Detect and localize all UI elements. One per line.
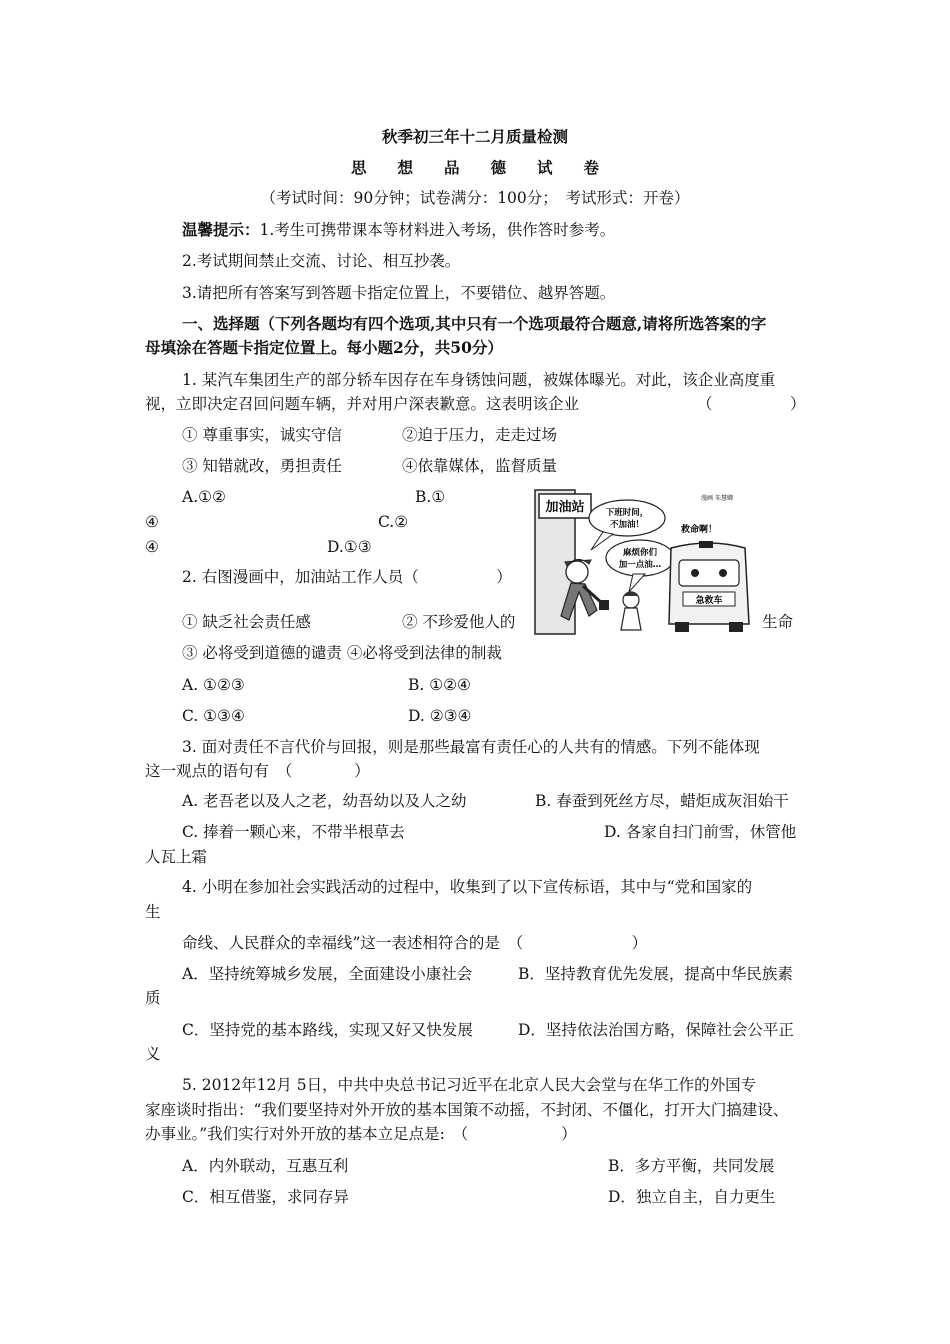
question-stem: 家座谈时指出：“我们要坚持对外开放的基本国策不动摇，不封闭、不僵化，打开大门搞建设、: [145, 1101, 789, 1119]
option-b: B. 春蚕到死丝方尽，蜡炬成灰泪始干: [535, 792, 789, 810]
option-a: A.①②: [182, 488, 226, 506]
statement: ① 缺乏社会责任感: [182, 613, 311, 631]
option-b-continued: 质: [145, 989, 161, 1007]
question-stem: 2. 右图漫画中，加油站工作人员（ ）: [182, 568, 512, 586]
speech-bubble-driver: [606, 540, 674, 576]
ambulance: [669, 541, 749, 632]
exam-title: 秋季初三年十二月质量检测: [381, 127, 568, 146]
station-sign-text: 加油站: [545, 500, 585, 515]
driver-figure: [621, 592, 641, 630]
question-stem: 生: [145, 903, 161, 921]
statement: ③ 必将受到道德的谴责 ④必将受到法律的制裁: [182, 644, 502, 662]
option-c: C. 捧着一颗心来，不带半根草去: [182, 823, 405, 841]
question-stem: 这一观点的语句有 （ ）: [145, 762, 370, 780]
statement: ④依靠媒体，监督质量: [402, 457, 558, 475]
question-stem: 视，立即决定召回问题车辆，并对用户深表歉意。这表明该企业: [145, 395, 580, 413]
option-b: B．坚持教育优先发展，提高中华民族素: [518, 965, 793, 983]
question-stem: 命线、人民群众的幸福线”这一表述相符合的是 （ ）: [182, 934, 648, 952]
bubble-driver-text: 加一点油…: [618, 560, 662, 570]
question-stem: 3. 面对责任不言代价与回报，则是那些最富有责任心的人共有的情感。下列不能体现: [182, 738, 760, 756]
statement-tail: 生命: [762, 613, 794, 631]
notice-item: 2.考试期间禁止交流、讨论、相互抄袭。: [182, 252, 461, 270]
option-d-continued: 人瓦上霜: [145, 848, 208, 866]
notice-item: 1.考生可携带课本等材料进入考场，供作答时参考。: [259, 221, 616, 239]
statement: ② 不珍爱他人的: [402, 613, 516, 631]
option-d: D．独立自主，自力更生: [608, 1188, 776, 1206]
notice-label: 温馨提示：: [182, 220, 260, 239]
section-heading: 一、选择题（下列各题均有四个选项,其中只有一个选项最符合题意,请将所选答案的字: [182, 314, 767, 333]
option-b: B.①: [415, 488, 446, 506]
cartoon-credit: 漫画 朱慧卿: [701, 495, 733, 502]
speech-bubble-worker: [589, 500, 665, 536]
gas-station-cartoon: [533, 488, 756, 636]
option-d: D. 各家自扫门前雪，休管他: [604, 823, 797, 841]
option-a: A．内外联动，互惠互利: [182, 1157, 349, 1175]
option-b: B. ①②④: [408, 676, 471, 694]
option-b: B．多方平衡，共同发展: [608, 1157, 775, 1175]
option-fragment: ④: [145, 538, 159, 556]
shout-text: 救命啊！: [680, 525, 718, 535]
option-a: A．坚持统筹城乡发展，全面建设小康社会: [182, 965, 473, 983]
statement: ②迫于压力，走走过场: [402, 426, 558, 444]
question-stem: 1. 某汽车集团生产的部分轿车因存在车身锈蚀问题，被媒体曝光。对此，该企业高度重: [182, 371, 776, 389]
question-stem: 4. 小明在参加社会实践活动的过程中，收集到了以下宣传标语，其中与“党和国家的: [182, 878, 753, 896]
option-c: C．相互借鉴，求同存异: [182, 1188, 349, 1206]
option-c: C.②: [378, 513, 409, 531]
option-d: D. ②③④: [408, 707, 472, 725]
bubble-worker-text: 下班时间，: [605, 508, 649, 518]
answer-bracket: （ ）: [697, 395, 806, 413]
notice-item: 3.请把所有答案写到答题卡指定位置上，不要错位、越界答题。: [182, 284, 616, 302]
section-heading: 母填涂在答题卡指定位置上。每小题2分，共50分）: [145, 338, 503, 357]
notice-line-1: [182, 220, 615, 240]
ambulance-label: 急救车: [695, 596, 723, 606]
option-a: A. ①②③: [182, 676, 245, 694]
statement: ③ 知错就改，勇担责任: [182, 457, 342, 475]
bubble-driver-text: 麻烦你们: [622, 548, 658, 558]
option-d: D.①③: [327, 538, 372, 556]
option-c: C．坚持党的基本路线，实现又好又快发展: [182, 1021, 473, 1039]
option-d: D．坚持依法治国方略，保障社会公平正: [518, 1021, 794, 1039]
question-stem: 5. 2012年12月 5日，中共中央总书记习近平在北京人民大会堂与在华工作的外国专: [182, 1076, 757, 1094]
subject-title: 思 想 品 德 试 卷: [350, 158, 599, 177]
option-a: A. 老吾老以及人之老，幼吾幼以及人之幼: [182, 792, 467, 810]
exam-info: （考试时间：90分钟；试卷满分：100分； 考试形式：开卷）: [260, 189, 690, 207]
question-stem: 办事业。”我们实行对外开放的基本立足点是: （ ）: [145, 1125, 577, 1143]
statement: ① 尊重事实，诚实守信: [182, 426, 342, 444]
bubble-worker-text: 不加油！: [609, 520, 645, 530]
option-fragment: ④: [145, 513, 159, 531]
option-d-continued: 义: [145, 1045, 161, 1063]
option-c: C. ①③④: [182, 707, 245, 725]
